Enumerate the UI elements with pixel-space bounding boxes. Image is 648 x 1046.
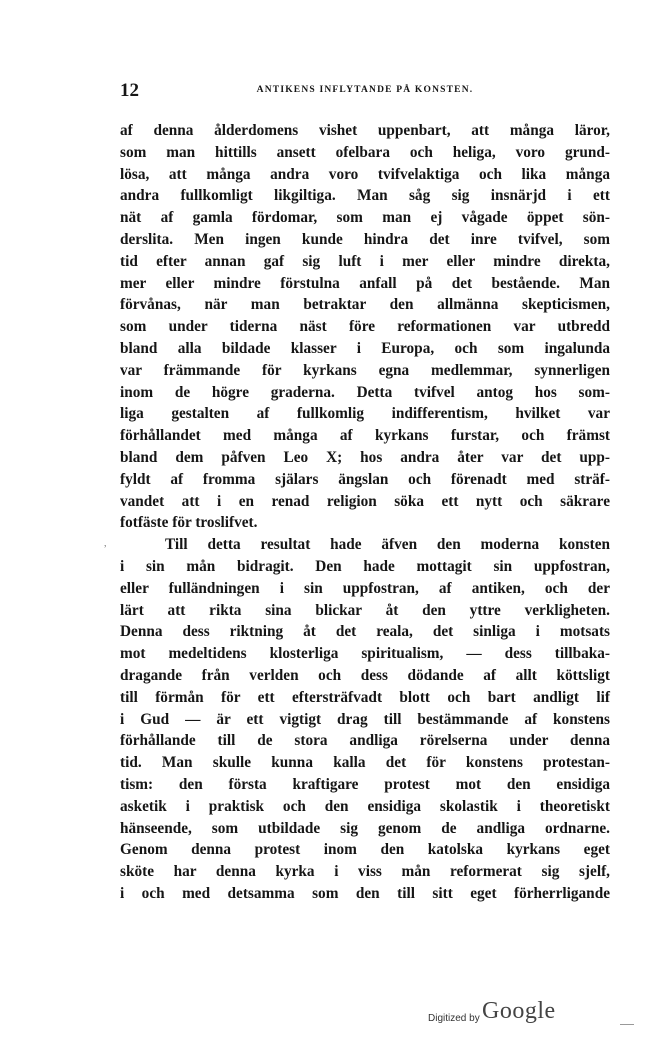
text-line: andra fullkomligt likgiltiga. Man såg sig insnärjd i ett bbox=[120, 187, 610, 205]
text-line: dragande från verlden och dess dödande af allt köttsligt bbox=[120, 666, 610, 684]
text-line: af denna ålderdomens vishet uppenbart, att många läror, bbox=[120, 122, 610, 139]
text-line: som under tiderna näst före reformationen var utbredd bbox=[120, 318, 610, 336]
text-line: Genom denna protest inom den katolska kyrkans eget bbox=[120, 841, 610, 859]
text-line: till förmån för ett eftersträfvadt blott och bart andligt lif bbox=[120, 688, 610, 706]
watermark-prefix: Digitized by bbox=[428, 1013, 480, 1024]
text-line: hänseende, som utbildade sig genom de andliga ordnarne. bbox=[120, 819, 610, 837]
text-line: mot medeltidens klosterliga spiritualism, — dess tillbaka- bbox=[120, 645, 610, 663]
text-line: lösa, att många andra voro tvifvelaktiga och lika många bbox=[120, 165, 610, 183]
text-line: var främmande för kyrkans egna medlemmar, synnerligen bbox=[120, 361, 610, 379]
text-line: förvånas, när man betraktar den allmänna skepticismen, bbox=[120, 296, 610, 314]
text-line: tism: den första kraftigare protest mot den ensidiga bbox=[120, 775, 610, 793]
scan-edge-mark bbox=[620, 1024, 634, 1025]
text-line: inom de högre graderna. Detta tvifvel antog hos som- bbox=[120, 383, 610, 401]
text-line: förhållande till de stora andliga rörelserna under denna bbox=[120, 732, 610, 750]
page-header bbox=[120, 80, 610, 102]
text-line: i Gud — är ett vigtigt drag till bestämmande af konstens bbox=[120, 710, 610, 728]
text-line: mer eller mindre förstulna anfall på det bestående. Man bbox=[120, 274, 610, 292]
text-line: derslita. Men ingen kunde hindra det inre tvifvel, som bbox=[120, 230, 610, 248]
text-line: vandet att i en renad religion söka ett nytt och säkrare bbox=[120, 492, 610, 510]
text-line: bland alla bildade klasser i Europa, och som ingalunda bbox=[120, 339, 610, 357]
text-line: i sin mån bidragit. Den hade mottagit sin uppfostran, bbox=[120, 557, 610, 575]
paragraph-end-line: fotfäste för troslifvet. bbox=[120, 514, 258, 532]
text-line: förhållandet med många af kyrkans furstar, och främst bbox=[120, 427, 610, 445]
text-line: i och med detsamma som den till sitt eget förherrligande bbox=[120, 884, 610, 902]
google-logo: Google bbox=[482, 998, 556, 1024]
text-line: eller fulländningen i sin uppfostran, af antiken, och der bbox=[120, 579, 610, 597]
text-line: som man hittills ansett ofelbara och heliga, voro grund- bbox=[120, 143, 610, 161]
page-number: 12 bbox=[120, 80, 139, 101]
text-line: Denna dess riktning åt det reala, det sinliga i motsats bbox=[120, 623, 610, 641]
text-line: tid efter annan gaf sig luft i mer eller mindre direkta, bbox=[120, 252, 610, 270]
body-text bbox=[120, 120, 610, 905]
text-line: nät af gamla fördomar, som man ej vågade öppet sön- bbox=[120, 209, 610, 227]
text-line: asketik i praktisk och den ensidiga skolastik i theoretiskt bbox=[120, 797, 610, 815]
paragraph-start-line: Till detta resultat hade äfven den moderna konsten bbox=[165, 536, 610, 554]
running-head: ANTIKENS INFLYTANDE PÅ KONSTEN. bbox=[256, 85, 474, 95]
text-line: liga gestalten af fullkomlig indifferentism, hvilket var bbox=[120, 405, 610, 423]
text-line: fyldt af fromma själars ängslan och förenadt med sträf- bbox=[120, 470, 610, 488]
text-line: lärt att rikta sina blickar åt den yttre verkligheten. bbox=[120, 601, 610, 619]
text-line: bland dem påfven Leo X; hos andra åter var det upp- bbox=[120, 448, 610, 466]
text-line: sköte har denna kyrka i viss mån reformerat sig sjelf, bbox=[120, 863, 610, 881]
text-line: tid. Man skulle kunna kalla det för konstens protestan- bbox=[120, 754, 610, 772]
margin-mark: , bbox=[104, 538, 107, 549]
